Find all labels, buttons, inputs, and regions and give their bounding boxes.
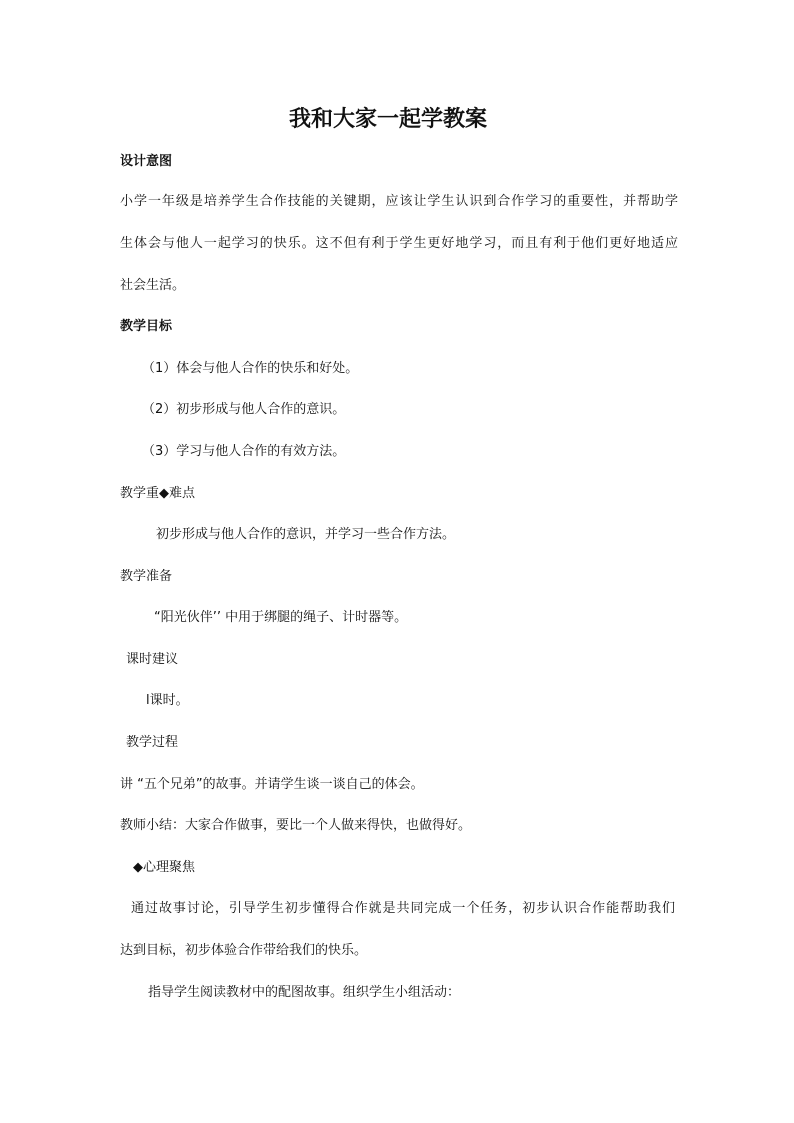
design-heading: 设计意图	[120, 154, 173, 169]
design-paragraph-line-1: 小学一年级是培养学生合作技能的关键期，应该让学生认识到合作学习的重要性，并帮助学	[120, 194, 678, 209]
design-paragraph-line-2: 生体会与他人一起学习的快乐。这不但有利于学生更好地学习，而且有利于他们更好地适应	[120, 236, 678, 251]
guide-text: 指导学生阅读教材中的配图故事。组织学生小组活动：	[148, 985, 461, 1000]
focus-paragraph-line-1: 通过故事讨论，引导学生初步懂得合作就是共同完成一个任务，初步认识合作能帮助我们	[131, 901, 675, 916]
preparation-text: “阳光伙伴’’ 中用于绑腿的绳子、计时器等。	[154, 610, 408, 625]
design-paragraph-line-3: 社会生活。	[120, 278, 186, 293]
key-points-text: 初步形成与他人合作的意识，并学习一些合作方法。	[156, 527, 456, 542]
document-title: 我和大家一起学教案	[289, 107, 488, 132]
focus-heading: ◆心理聚焦	[133, 860, 195, 875]
process-step-1: 讲 “五个兄弟”的故事。并请学生谈一谈自己的体会。	[120, 777, 424, 792]
preparation-heading: 教学准备	[120, 569, 173, 584]
focus-paragraph-line-2: 达到目标，初步体验合作带给我们的快乐。	[120, 943, 368, 958]
goal-item-1: （1）体会与他人合作的快乐和好处。	[142, 361, 359, 376]
process-step-2: 教师小结：大家合作做事，要比一个人做来得快，也做得好。	[120, 818, 472, 833]
hours-heading: 课时建议	[126, 652, 179, 667]
goal-item-3: （3）学习与他人合作的有效方法。	[142, 444, 346, 459]
goals-heading: 教学目标	[120, 319, 173, 334]
goal-item-2: （2）初步形成与他人合作的意识。	[142, 402, 346, 417]
process-heading: 教学过程	[126, 735, 179, 750]
key-points-heading: 教学重◆难点	[120, 486, 195, 501]
hours-text: l课时。	[146, 693, 189, 708]
